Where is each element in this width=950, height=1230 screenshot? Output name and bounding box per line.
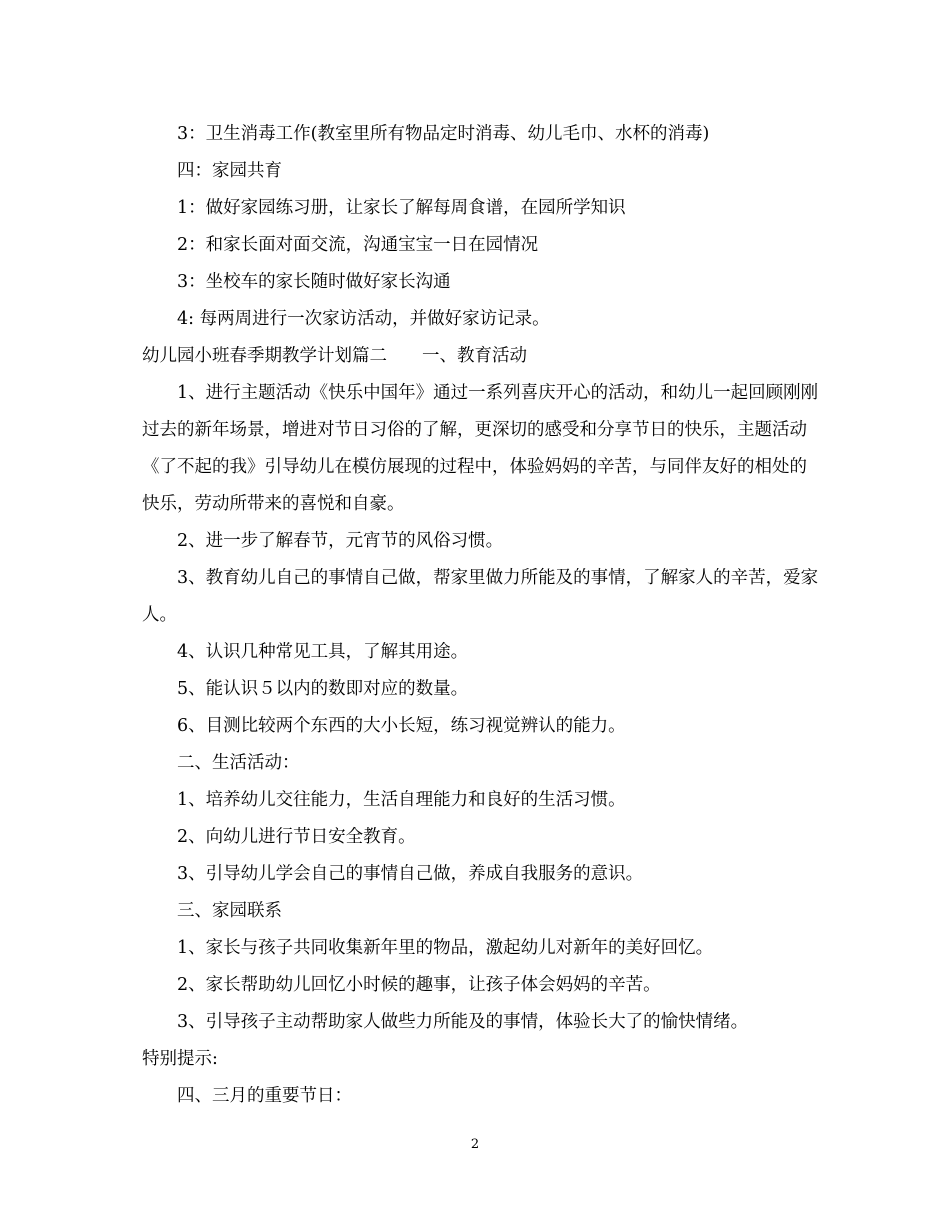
paragraph: 四：家园共育 (177, 161, 282, 181)
paragraph: 1、进行主题活动《快乐中国年》通过一系列喜庆开心的活动，和幼儿一起回顾刚刚过去的新年场景，增进对节日习俗的了解，更深切的感受和分享节日的快乐，主题活动《了不起的我》引导幼儿在模仿展现的过程中，体验妈妈的辛苦，与同伴友好的相处的快乐，劳动所带来的喜悦和自豪。 (142, 383, 819, 514)
paragraph: 3：坐校车的家长随时做好家长沟通 (177, 272, 451, 292)
paragraph: 3：卫生消毒工作(教室里所有物品定时消毒、幼儿毛巾、水杯的消毒) (177, 124, 710, 144)
paragraph: 特别提示: (142, 1049, 218, 1069)
paragraph: 三、家园联系 (177, 901, 282, 921)
paragraph: 2、进一步了解春节，元宵节的风俗习惯。 (177, 531, 504, 551)
paragraph: 4、认识几种常见工具，了解其用途。 (177, 642, 469, 662)
paragraph: 四、三月的重要节日： (177, 1086, 352, 1106)
paragraph: 5、能认识５以内的数即对应的数量。 (177, 679, 469, 699)
paragraph: 1、培养幼儿交往能力，生活自理能力和良好的生活习惯。 (177, 790, 626, 810)
paragraph: 二、生活活动： (177, 753, 300, 773)
paragraph: 4: 每两周进行一次家访活动，并做好家访记录。 (177, 309, 550, 329)
paragraph: 2、向幼儿进行节日安全教育。 (177, 827, 416, 847)
paragraph: 幼儿园小班春季期教学计划篇二 一、教育活动 (142, 346, 527, 366)
page-number: 2 (470, 1137, 480, 1152)
paragraph: 6、目测比较两个东西的大小长短，练习视觉辨认的能力。 (177, 716, 626, 736)
paragraph: 1、家长与孩子共同收集新年里的物品，激起幼儿对新年的美好回忆。 (177, 938, 714, 958)
paragraph: 2、家长帮助幼儿回忆小时候的趣事，让孩子体会妈妈的辛苦。 (177, 975, 661, 995)
paragraph: 3、引导幼儿学会自己的事情自己做，养成自我服务的意识。 (177, 864, 644, 884)
paragraph: 3、教育幼儿自己的事情自己做，帮家里做力所能及的事情，了解家人的辛苦，爱家人。 (142, 568, 819, 625)
paragraph: 1：做好家园练习册，让家长了解每周食谱，在园所学知识 (177, 198, 626, 218)
paragraph: 2：和家长面对面交流，沟通宝宝一日在园情况 (177, 235, 539, 255)
paragraph: 3、引导孩子主动帮助家人做些力所能及的事情，体验长大了的愉快情绪。 (177, 1012, 749, 1032)
document-body (142, 116, 822, 1115)
